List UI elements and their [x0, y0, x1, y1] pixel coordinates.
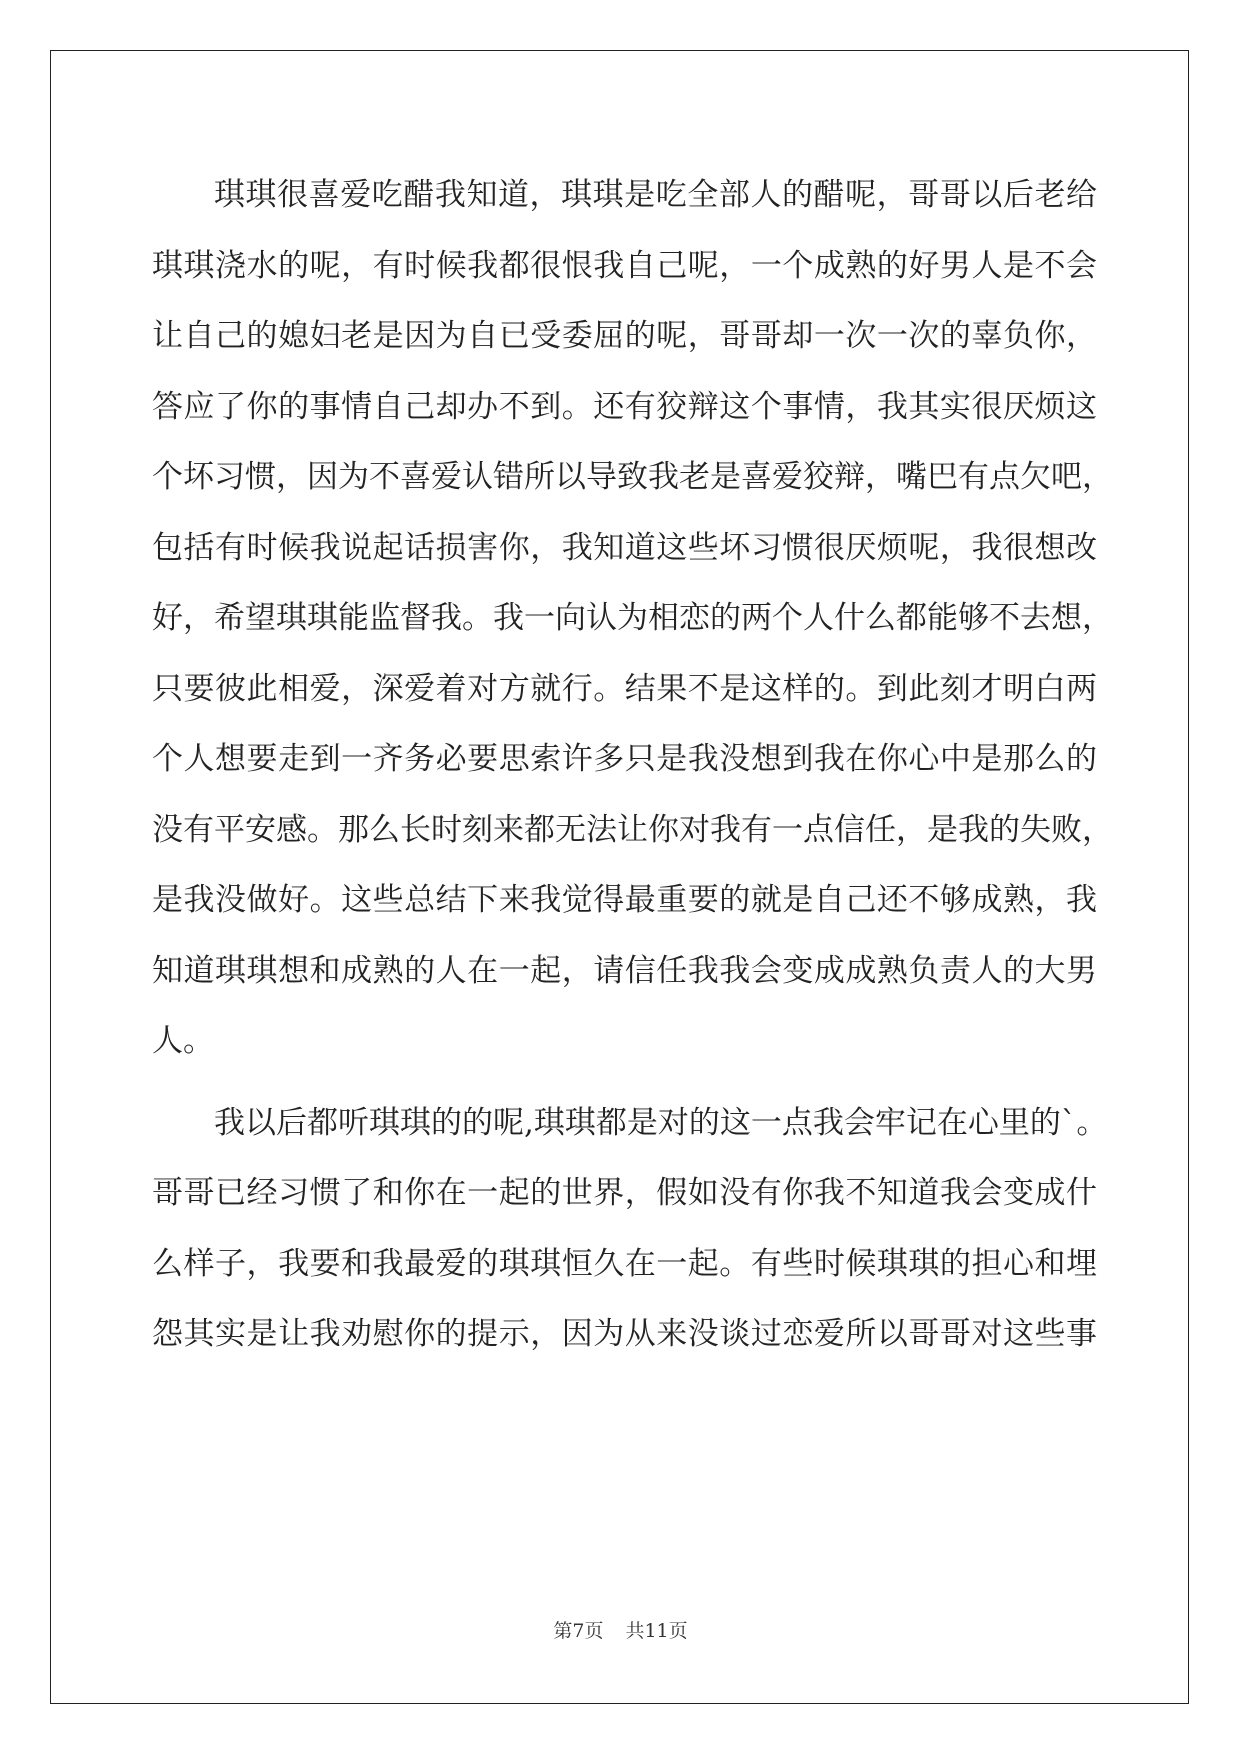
text-line: 知道琪琪想和成熟的人在一起，请信任我我会变成成熟负责人的大男: [152, 952, 1097, 989]
text-line: 个人想要走到一齐务必要思索许多只是我没想到我在你心中是那么的: [152, 741, 1097, 777]
text-line: 没有平安感。那么长时刻来都无法让你对我有一点信任，是我的失败，: [152, 811, 1113, 848]
text-line: 让自己的媳妇老是因为自已受委屈的呢，哥哥却一次一次的辜负你，: [152, 318, 1097, 354]
page-number-current: 第7页: [553, 1620, 604, 1642]
text-line: 好，希望琪琪能监督我。我一向认为相恋的两个人什么都能够不去想，: [152, 600, 1113, 636]
text-line: 哥哥已经习惯了和你在一起的世界，假如没有你我不知道我会变成什: [152, 1175, 1097, 1211]
document-body: [152, 160, 1113, 1370]
text-line: 琪琪浇水的呢，有时候我都很恨我自己呢，一个成熟的好男人是不会: [152, 247, 1097, 284]
text-line: 个坏习惯，因为不喜爱认错所以导致我老是喜爱狡辩，嘴巴有点欠吧，: [152, 459, 1113, 495]
text-line: 琪琪很喜爱吃醋我知道，琪琪是吃全部人的醋呢，哥哥以后老给: [214, 177, 1097, 213]
text-line: 是我没做好。这些总结下来我觉得最重要的就是自己还不够成熟，我: [152, 882, 1097, 918]
paragraph-2: [152, 1088, 1108, 1370]
paragraph-spacer: [152, 1077, 1097, 1088]
text-line: 么样子，我要和我最爱的琪琪恒久在一起。有些时候琪琪的担心和埋: [152, 1245, 1097, 1282]
text-line: 答应了你的事情自己却办不到。还有狡辩这个事情，我其实很厌烦这: [152, 388, 1097, 425]
text-line: 人。: [152, 1023, 214, 1059]
page-footer: [0, 1616, 1241, 1643]
text-line: 只要彼此相爱，深爱着对方就行。结果不是这样的。到此刻才明白两: [152, 670, 1097, 707]
paragraph-1: [152, 160, 1113, 1077]
text-line: 包括有时候我说起话损害你，我知道这些坏习惯很厌烦呢，我很想改: [152, 529, 1097, 566]
text-line: 怨其实是让我劝慰你的提示，因为从来没谈过恋爱所以哥哥对这些事: [152, 1316, 1097, 1352]
page-number-total: 共11页: [625, 1620, 688, 1642]
text-line: 我以后都听琪琪的的呢,琪琪都是对的这一点我会牢记在心里的`。: [214, 1104, 1108, 1141]
